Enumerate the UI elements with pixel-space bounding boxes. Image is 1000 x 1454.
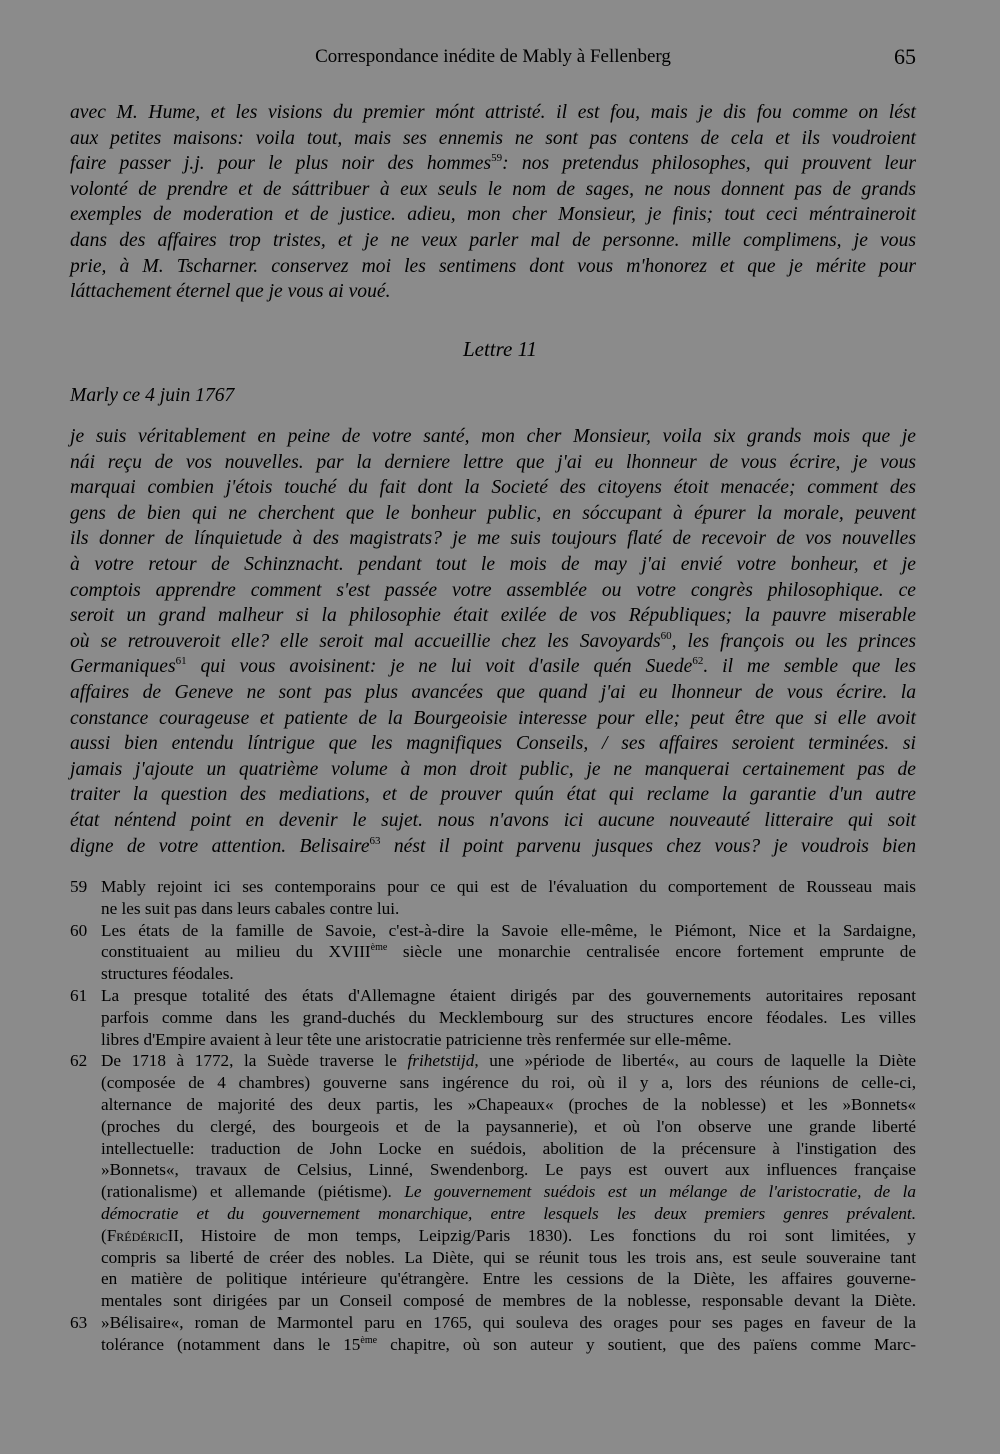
- text-line: à votre retour de Schinznacht. pendant tout le mois de may j'ai envié votre bonheur, et je: [70, 553, 916, 575]
- text-line: volonté de prendre et de sáttribuer à eux seuls le nom de sages, ne nous donnent pas de grands: [70, 178, 916, 200]
- footnote-ref-63[interactable]: 63: [369, 834, 381, 847]
- text-line: láttachement éternel que je vous ai voué.: [70, 281, 391, 303]
- text-line: nái reçu de vos nouvelles. par la derniere lettre que j'ai eu lhonneur de vous écrire, je vous: [70, 451, 916, 473]
- text-span: qui vous avoisinent: je ne lui voit d'asile quén Suede: [186, 656, 693, 678]
- text-line: affaires de Geneve ne sont pas plus avancées que quand j'ai eu lhonneur de vous écrire. la: [70, 681, 916, 703]
- text-span: Germaniques: [70, 656, 176, 678]
- text-span: . il me semble que les: [703, 656, 916, 678]
- footnote-line: [101, 1334, 916, 1356]
- footnote-number: 62: [70, 1051, 88, 1071]
- letter-10-closing-paragraph: [70, 100, 916, 305]
- superscript: ème: [360, 1334, 378, 1346]
- footnote-line: mentales sont dirigées par un Conseil composé de membres de la noblesse, responsable devant la Diète.: [101, 1291, 916, 1311]
- text-line: [70, 654, 916, 680]
- text-span: où se retrouveroit elle? elle seroit mal accueillie chez les Savoyards: [70, 630, 661, 652]
- text-line: exemples de moderation et de justice. adieu, mon cher Monsieur, je finis; tout ceci méntraineroit: [70, 204, 916, 226]
- text-span: De 1718 à 1772, la Suède traverse le: [101, 1051, 408, 1071]
- footnotes: [70, 876, 916, 1356]
- text-span: nést il point parvenu jusques chez vous? je voudrois bien: [380, 835, 916, 857]
- footnote-line: libres d'Empire avaient à leur tête une aristocratie patricienne très renfermée sur elle-même.: [101, 1029, 732, 1049]
- text-span: (: [101, 1225, 107, 1245]
- italic-span: Le gouvernement suédois est un mélange de l'aristocratie, de la: [404, 1182, 916, 1202]
- text-span: tolérance (notamment dans le 15: [101, 1334, 361, 1354]
- text-line: marquai combien j'étois touché du fait dont la Societé des citoyens étoit menacée; comment des: [70, 477, 916, 499]
- footnote-line: intellectuelle: traduction de John Locke en suédois, abolition de la précensure à l'instigation des: [101, 1138, 916, 1158]
- text-span: , les françois ou les princes: [671, 630, 917, 652]
- footnote-line: ne les suit pas dans leurs cabales contre lui.: [101, 898, 400, 918]
- superscript: ème: [370, 942, 388, 954]
- footnote-line: La presque totalité des états d'Allemagne étaient dirigés par des gouvernements autoritaires reposant: [101, 985, 916, 1005]
- text-span: siècle une monarchie centralisée encore fortement emprunte de: [387, 942, 916, 962]
- text-span: faire passer j.j. pour le plus noir des hommes: [70, 153, 492, 175]
- text-line: aux petites maisons: voila tout, mais ses ennemis ne sont pas contens de cela et ils voudroient: [70, 127, 916, 149]
- footnote-line: [101, 1050, 916, 1072]
- page-number: 65: [894, 44, 916, 69]
- text-span: (rationalisme) et allemande (piétisme).: [101, 1182, 405, 1202]
- text-line: aussi bien entendu líntrigue que les magnifiques Conseils, / ses affaires seroient terminées. si: [70, 733, 916, 755]
- text-line: ils donner de línquietude à des magistrats? je me suis toujours flaté de recevoir de vos nouvelles: [70, 528, 916, 550]
- footnote-line: (proches du clergé, des bourgeois et de la paysannerie), et où l'on observe une grande liberté: [101, 1116, 916, 1136]
- footnote-line: compris sa liberté de créer des nobles. La Diète, qui se réunit tous les trois ans, est seule souveraine tant: [101, 1247, 916, 1267]
- footnote-line: parfois comme dans les grand-duchés du Mecklembourg sur des structures encore féodales. Les villes: [101, 1007, 916, 1027]
- text-span: : nos pretendus philosophes, qui prouvent leur: [502, 153, 916, 175]
- text-line: dans des affaires trop tristes, et je ne veux parler mal de personne. mille complimens, je vous: [70, 229, 916, 251]
- text-line: jamais j'ajoute un quatrième volume à mon droit public, je ne manquerai certainement pas de: [70, 758, 916, 780]
- text-span: digne de votre attention. Belisaire: [70, 835, 370, 857]
- footnote-line: [101, 1181, 916, 1203]
- footnote-line: alternance de majorité des deux partis, les »Chapeaux« (proches de la noblesse) et les »Bonnets«: [101, 1094, 916, 1114]
- footnote-ref-60[interactable]: 60: [660, 629, 672, 642]
- text-line: gens de bien qui ne cherchent que le bonheur public, en sóccupant à épurer la morale, peuvent: [70, 502, 916, 524]
- running-title: Correspondance inédite de Mably à Fellenberg: [315, 46, 671, 67]
- footnote-ref-59[interactable]: 59: [491, 152, 503, 165]
- footnote-line: Mably rejoint ici ses contemporains pour ce qui est de l'évaluation du comportement de Rousseau mais: [101, 877, 916, 896]
- footnote-line: [101, 941, 916, 963]
- footnote-62: [70, 1050, 916, 1312]
- footnote-ref-62[interactable]: 62: [692, 655, 704, 668]
- footnote-line: Les états de la famille de Savoie, c'est-à-dire la Savoie elle-même, le Piémont, Nice et la Sardaigne,: [101, 920, 916, 940]
- letter-11-body: [70, 424, 916, 859]
- footnote-line: structures féodales.: [101, 964, 234, 984]
- footnote-63: [70, 1312, 916, 1356]
- footnote-line: démocratie et du gouvernement monarchique, entre lesquels les deux premiers genres prévalent.: [101, 1203, 916, 1223]
- text-span: chapitre, où son auteur y soutient, que des païens comme Marc-: [377, 1334, 916, 1354]
- footnote-number: 60: [70, 920, 88, 940]
- footnote-number: 61: [70, 985, 88, 1005]
- letter-title: Lettre 11: [462, 337, 538, 361]
- text-line: état néntend point en devenir le sujet. nous n'avons ici aucune nouveauté litteraire qui soit: [70, 809, 916, 831]
- running-head: [70, 46, 916, 76]
- text-line: comptois apprendre comment s'est passée votre assemblée ou votre congrès philosophique. ce: [70, 579, 916, 601]
- footnote-59: [70, 876, 916, 920]
- text-line: je suis véritablement en peine de votre santé, mon cher Monsieur, voila six grands mois que je: [70, 426, 916, 447]
- footnote-61: [70, 985, 916, 1050]
- text-span: , une »période de liberté«, au cours de laquelle la Diète: [474, 1051, 916, 1071]
- small-caps-span: Frédéric: [106, 1225, 168, 1245]
- footnote-60: [70, 920, 916, 985]
- text-span: II, Histoire de mon temps, Leipzig/Paris 1830). Les fonctions du roi sont limitées, y: [167, 1225, 916, 1245]
- footnote-line: [101, 1225, 916, 1247]
- footnote-ref-61[interactable]: 61: [175, 655, 187, 668]
- text-line: seroit un grand malheur si la philosophie était exilée de vos Républiques; la pauvre miserable: [70, 605, 916, 627]
- text-line: [70, 151, 916, 177]
- text-line: traiter la question des mediations, et de prouver quún état qui reclame la garantie d'un autre: [70, 784, 916, 806]
- text-span: constituaient au milieu du XVIII: [101, 942, 371, 962]
- text-line: prie, à M. Tscharner. conservez moi les sentimens dont vous m'honorez et que je mérite pour: [70, 255, 916, 277]
- text-line: constance courageuse et patiente de la Bourgeoisie interesse pour elle; peut être que si elle avoit: [70, 707, 916, 729]
- footnote-line: en matière de politique intérieure qu'étrangère. Entre les cessions de la Diète, les affaires gouverne-: [101, 1269, 916, 1289]
- text-line: avec M. Hume, et les visions du premier mónt attristé. il est fou, mais je dis fou comme on lést: [70, 102, 916, 123]
- footnote-line: »Bélisaire«, roman de Marmontel paru en 1765, qui souleva des orages pour ses pages en faveur de la: [101, 1312, 916, 1332]
- letter-date: Marly ce 4 juin 1767: [70, 385, 235, 406]
- footnote-number: 59: [70, 877, 88, 896]
- text-line: [70, 629, 916, 655]
- footnote-line: »Bonnets«, travaux de Celsius, Linné, Swendenborg. Le pays est ouvert aux influences française: [101, 1160, 916, 1180]
- footnote-number: 63: [70, 1312, 88, 1332]
- italic-span: frihetstijd: [407, 1051, 475, 1071]
- footnote-line: (composée de 4 chambres) gouverne sans ingérence du roi, où il y a, lors des réunions de celle-ci,: [101, 1073, 916, 1093]
- text-line: [70, 834, 916, 860]
